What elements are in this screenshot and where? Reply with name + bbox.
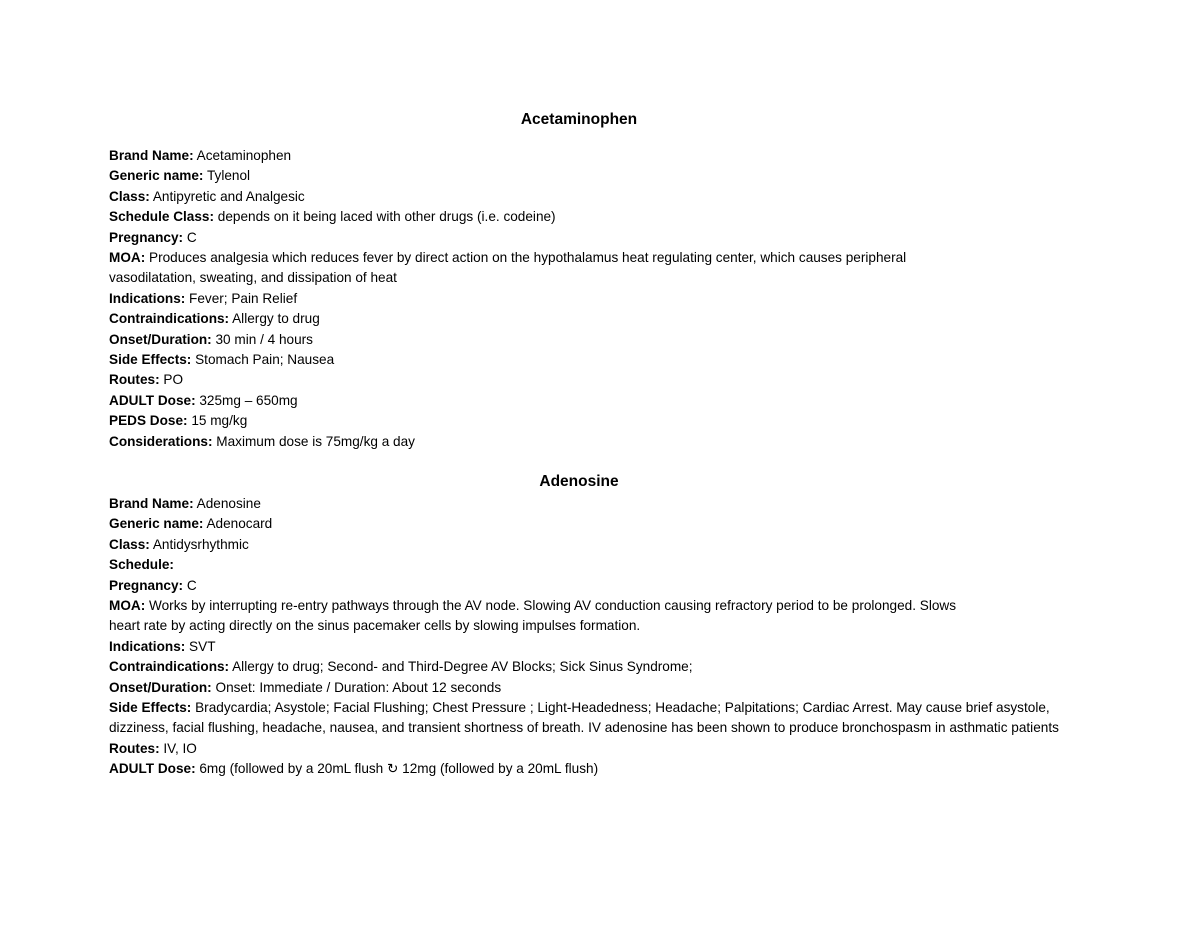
field-value: 6mg (followed by a 20mL flush ↻ 12mg (followed by a 20mL flush) bbox=[195, 761, 599, 777]
field-value: Bradycardia; Asystole; Facial Flushing; Chest Pressure ; Light-Headedness; Headache; Palpitations; Cardiac Arrest. May cause brief asystole, dizziness, facial flushing, headache, nausea, and transient shortness of breath. IV adenosine has been shown to produce bronchospasm in asthmatic patients bbox=[109, 700, 1059, 736]
field-label: Contraindications: bbox=[109, 311, 230, 327]
field-routes bbox=[109, 370, 1099, 390]
field-side-effects bbox=[109, 350, 1099, 370]
field-value: Acetaminophen bbox=[193, 148, 292, 163]
drug-card-adenosine bbox=[109, 472, 1099, 780]
field-label: Side Effects: bbox=[109, 700, 192, 716]
field-value: depends on it being laced with other drugs (i.e. codeine) bbox=[214, 209, 556, 225]
field-label: ADULT Dose: bbox=[109, 761, 196, 777]
field-label: Indications: bbox=[109, 290, 186, 306]
field-schedule bbox=[109, 555, 1099, 575]
field-label: Routes: bbox=[109, 372, 160, 388]
field-value: PO bbox=[159, 372, 184, 388]
field-value: Tylenol bbox=[203, 168, 251, 184]
field-brand-name bbox=[109, 146, 1099, 166]
field-label: Contraindications: bbox=[109, 659, 230, 675]
field-contraindications bbox=[109, 309, 1099, 329]
field-label: Brand Name: bbox=[109, 496, 194, 511]
field-generic-name bbox=[109, 166, 1099, 186]
field-value: Allergy to drug bbox=[229, 311, 320, 327]
field-label: Class: bbox=[109, 188, 150, 204]
field-value: Fever; Pain Relief bbox=[185, 290, 298, 306]
field-label: Indications: bbox=[109, 638, 186, 654]
drug-card-acetaminophen bbox=[109, 110, 1099, 452]
field-brand-name bbox=[109, 494, 1099, 514]
field-value: Maximum dose is 75mg/kg a day bbox=[212, 433, 415, 449]
field-moa bbox=[109, 248, 939, 289]
field-label: Schedule: bbox=[109, 557, 174, 573]
field-value: 15 mg/kg bbox=[187, 413, 248, 429]
field-label: Schedule Class: bbox=[109, 209, 215, 225]
field-contraindications bbox=[109, 657, 1099, 677]
field-label: Considerations: bbox=[109, 433, 213, 449]
field-peds-dose bbox=[109, 411, 1099, 431]
field-label: Brand Name: bbox=[109, 148, 194, 163]
field-value: 325mg – 650mg bbox=[195, 392, 298, 408]
field-moa bbox=[109, 596, 959, 637]
field-label: Generic name: bbox=[109, 168, 204, 184]
field-value: C bbox=[183, 229, 197, 245]
field-label: ADULT Dose: bbox=[109, 392, 196, 408]
field-value: Adenocard bbox=[203, 516, 273, 532]
field-generic-name bbox=[109, 514, 1099, 534]
field-value: Works by interrupting re-entry pathways through the AV node. Slowing AV conduction causing refractory period to be prolonged. Slows heart rate by acting directly on the sinus pacemaker cells by slowing impulses formation. bbox=[109, 598, 957, 634]
field-label: MOA: bbox=[109, 598, 146, 614]
field-label: MOA: bbox=[109, 250, 146, 266]
field-value: Allergy to drug; Second- and Third-Degree AV Blocks; Sick Sinus Syndrome; bbox=[229, 659, 693, 675]
field-value: Produces analgesia which reduces fever by direct action on the hypothalamus heat regulating center, which causes peripheral vasodilatation, sweating, and dissipation of heat bbox=[109, 250, 907, 286]
field-value: Onset: Immediate / Duration: About 12 seconds bbox=[211, 679, 502, 695]
field-class bbox=[109, 187, 1099, 207]
field-label: Generic name: bbox=[109, 516, 204, 532]
field-label: Pregnancy: bbox=[109, 229, 184, 245]
field-label: Pregnancy: bbox=[109, 577, 184, 593]
field-value: Antipyretic and Analgesic bbox=[149, 188, 305, 204]
field-routes bbox=[109, 739, 1099, 759]
field-label: Routes: bbox=[109, 740, 160, 756]
field-indications bbox=[109, 289, 1099, 309]
field-onset-duration bbox=[109, 678, 1099, 698]
field-adult-dose bbox=[109, 391, 1099, 411]
field-side-effects bbox=[109, 698, 1094, 739]
field-label: PEDS Dose: bbox=[109, 413, 188, 429]
field-value: SVT bbox=[185, 638, 216, 654]
field-adult-dose bbox=[109, 759, 1099, 779]
field-indications bbox=[109, 637, 1099, 657]
field-value: C bbox=[183, 577, 197, 593]
field-label: Onset/Duration: bbox=[109, 679, 212, 695]
field-schedule-class bbox=[109, 207, 1099, 227]
field-label: Side Effects: bbox=[109, 352, 192, 368]
field-class bbox=[109, 535, 1099, 555]
field-value: 30 min / 4 hours bbox=[211, 331, 313, 347]
field-value: Antidysrhythmic bbox=[149, 536, 249, 552]
field-label: Onset/Duration: bbox=[109, 331, 212, 347]
field-value: IV, IO bbox=[159, 740, 197, 756]
field-value: Stomach Pain; Nausea bbox=[191, 352, 335, 368]
field-considerations bbox=[109, 432, 1099, 452]
field-pregnancy bbox=[109, 576, 1099, 596]
field-value: Adenosine bbox=[193, 496, 261, 511]
field-label: Class: bbox=[109, 536, 150, 552]
field-onset-duration bbox=[109, 330, 1099, 350]
drug-title: Acetaminophen bbox=[520, 111, 638, 128]
drug-title: Adenosine bbox=[539, 473, 619, 490]
field-pregnancy bbox=[109, 228, 1099, 248]
